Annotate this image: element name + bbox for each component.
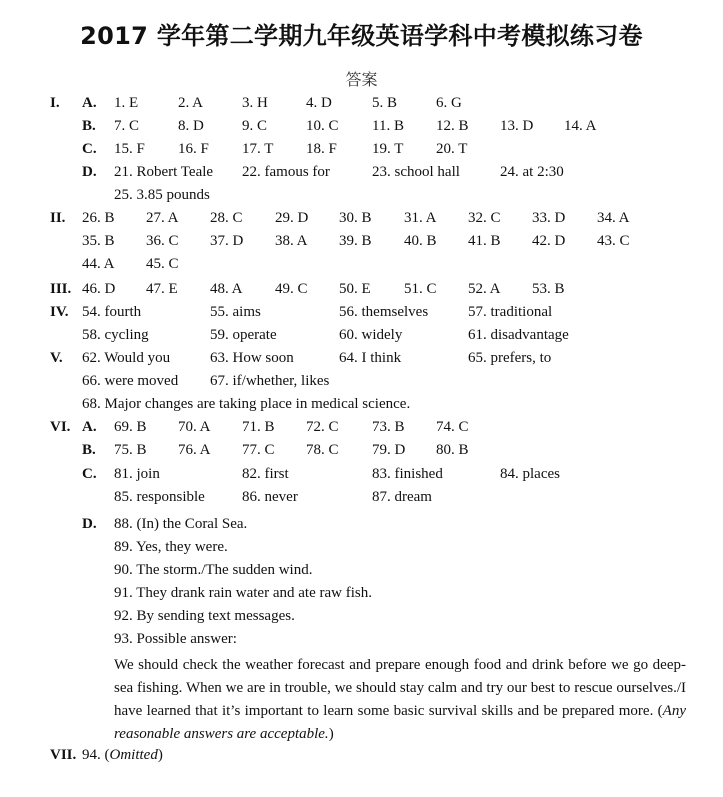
answer-item: 89. Yes, they were. bbox=[114, 539, 228, 555]
answer-item: 48. A bbox=[210, 281, 243, 297]
page-subtitle: 答案 bbox=[345, 70, 378, 89]
answer-item: 9. C bbox=[242, 118, 268, 134]
answer-item: 19. T bbox=[372, 141, 404, 157]
answer-item: 67. if/whether, likes bbox=[210, 373, 330, 389]
answer-item: 7. C bbox=[114, 118, 140, 134]
answer-item: 18. F bbox=[306, 141, 337, 157]
answer-item: 38. A bbox=[275, 233, 308, 249]
answer-item: 60. widely bbox=[339, 327, 403, 343]
answer-item: 83. finished bbox=[372, 466, 443, 482]
subsection-label-I-C: C. bbox=[82, 141, 97, 157]
answer-item: 79. D bbox=[372, 442, 406, 458]
answer-item: 76. A bbox=[178, 442, 211, 458]
subsection-label-I-B: B. bbox=[82, 118, 96, 134]
answer-item: 41. B bbox=[468, 233, 501, 249]
answer-item: 70. A bbox=[178, 419, 211, 435]
answer-item: 43. C bbox=[597, 233, 630, 249]
answer-item: 3. H bbox=[242, 95, 268, 111]
answer-item: 91. They drank rain water and ate raw fish. bbox=[114, 585, 372, 601]
answer-item: 37. D bbox=[210, 233, 244, 249]
answer-item: 1. E bbox=[114, 95, 139, 111]
answer-item: 45. C bbox=[146, 256, 179, 272]
answer-item: 15. F bbox=[114, 141, 145, 157]
answer-item: 33. D bbox=[532, 210, 566, 226]
answer-item: 5. B bbox=[372, 95, 398, 111]
answer-item: 82. first bbox=[242, 466, 289, 482]
answer-item-94 bbox=[82, 747, 163, 764]
answer-item: 14. A bbox=[564, 118, 597, 134]
answer-item: 4. D bbox=[306, 95, 332, 111]
answer-item: 24. at 2:30 bbox=[500, 164, 564, 180]
answer-item: 80. B bbox=[436, 442, 469, 458]
answer-item: 72. C bbox=[306, 419, 339, 435]
answer-item: 88. (In) the Coral Sea. bbox=[114, 516, 248, 532]
answer-item: 2. A bbox=[178, 95, 204, 111]
answer-item: 92. By sending text messages. bbox=[114, 608, 295, 624]
answer-item: 39. B bbox=[339, 233, 372, 249]
answer-item: 58. cycling bbox=[82, 327, 149, 343]
answer-item: 44. A bbox=[82, 256, 115, 272]
answer-item: 68. Major changes are taking place in medical science. bbox=[82, 396, 411, 412]
answer-item: 47. E bbox=[146, 281, 178, 297]
answer-item: 26. B bbox=[82, 210, 115, 226]
subsection-label-I-D: D. bbox=[82, 164, 97, 180]
answer-item: 8. D bbox=[178, 118, 204, 134]
subsection-label-VI-C: C. bbox=[82, 466, 97, 482]
answer-item: 84. places bbox=[500, 466, 560, 482]
answer-item: 90. The storm./The sudden wind. bbox=[114, 562, 313, 578]
answer-item: 30. B bbox=[339, 210, 372, 226]
answer-item: 51. C bbox=[404, 281, 437, 297]
sample-answer-close: ) bbox=[328, 726, 334, 742]
answer-item: 73. B bbox=[372, 419, 405, 435]
answer-item: 20. T bbox=[436, 141, 468, 157]
answer-item: 85. responsible bbox=[114, 489, 205, 505]
sample-answer-paragraph bbox=[114, 654, 686, 746]
answer-item: 34. A bbox=[597, 210, 630, 226]
answer-item: 13. D bbox=[500, 118, 534, 134]
answer-item: 74. C bbox=[436, 419, 469, 435]
answer-item: 23. school hall bbox=[372, 164, 460, 180]
answer-item: 53. B bbox=[532, 281, 565, 297]
answer-item: 35. B bbox=[82, 233, 115, 249]
section-label-IV: IV. bbox=[50, 304, 69, 320]
answer-item: 10. C bbox=[306, 118, 339, 134]
answer-item: 21. Robert Teale bbox=[114, 164, 214, 180]
answer-item: 12. B bbox=[436, 118, 469, 134]
answer-item: 59. operate bbox=[210, 327, 277, 343]
sample-answer-text: We should check the weather forecast and prepare enough food and drink before we go deep-sea fishing. When we are in trouble, we should stay calm and try our best to rescue ourselves./I have learned that it’s important to learn some basic survival skills and be prepared more. ( bbox=[114, 657, 686, 719]
answer-item: 42. D bbox=[532, 233, 566, 249]
answer-item: 87. dream bbox=[372, 489, 432, 505]
section-label-VII: VII. bbox=[50, 747, 77, 763]
answer-item: 65. prefers, to bbox=[468, 350, 552, 366]
answer-item: 71. B bbox=[242, 419, 275, 435]
answer-item: 55. aims bbox=[210, 304, 261, 320]
subsection-label-VI-B: B. bbox=[82, 442, 96, 458]
answer-item: 40. B bbox=[404, 233, 437, 249]
answer-item: 28. C bbox=[210, 210, 243, 226]
answer-94-omitted: Omitted bbox=[109, 747, 158, 763]
answer-item: 61. disadvantage bbox=[468, 327, 569, 343]
answer-item: 50. E bbox=[339, 281, 371, 297]
answer-item: 93. Possible answer: bbox=[114, 631, 237, 647]
answer-94-suffix: ) bbox=[157, 747, 163, 763]
answer-item: 77. C bbox=[242, 442, 275, 458]
answer-item: 57. traditional bbox=[468, 304, 553, 320]
section-label-II: II. bbox=[50, 210, 66, 226]
answer-item: 81. join bbox=[114, 466, 160, 482]
answer-item: 52. A bbox=[468, 281, 501, 297]
answer-item: 54. fourth bbox=[82, 304, 142, 320]
answer-item: 36. C bbox=[146, 233, 179, 249]
subsection-label-VI-A: A. bbox=[82, 419, 97, 435]
answer-item: 16. F bbox=[178, 141, 209, 157]
answer-item: 64. I think bbox=[339, 350, 402, 366]
answer-item: 86. never bbox=[242, 489, 298, 505]
subsection-label-VI-D: D. bbox=[82, 516, 97, 532]
section-label-VI: VI. bbox=[50, 419, 71, 435]
answer-item: 29. D bbox=[275, 210, 309, 226]
answer-item: 46. D bbox=[82, 281, 116, 297]
answer-item: 62. Would you bbox=[82, 350, 171, 366]
answer-item: 63. How soon bbox=[210, 350, 294, 366]
page-title: 2017 学年第二学期九年级英语学科中考模拟练习卷 bbox=[80, 22, 643, 50]
answer-item: 56. themselves bbox=[339, 304, 429, 320]
answer-item: 78. C bbox=[306, 442, 339, 458]
answer-item: 69. B bbox=[114, 419, 147, 435]
section-label-I: I. bbox=[50, 95, 60, 111]
section-label-V: V. bbox=[50, 350, 63, 366]
answer-item: 6. G bbox=[436, 95, 462, 111]
section-label-III: III. bbox=[50, 281, 72, 297]
answer-item: 25. 3.85 pounds bbox=[114, 187, 210, 203]
sample-answer-note: Any reasonable answers are acceptable. bbox=[114, 703, 686, 742]
answer-94-prefix: 94. ( bbox=[82, 747, 110, 763]
answer-item: 31. A bbox=[404, 210, 437, 226]
answer-item: 49. C bbox=[275, 281, 308, 297]
answer-item: 17. T bbox=[242, 141, 274, 157]
answer-item: 27. A bbox=[146, 210, 179, 226]
answer-item: 32. C bbox=[468, 210, 501, 226]
answer-item: 66. were moved bbox=[82, 373, 179, 389]
answer-item: 11. B bbox=[372, 118, 404, 134]
answer-item: 22. famous for bbox=[242, 164, 330, 180]
subsection-label-I-A: A. bbox=[82, 95, 97, 111]
answer-item: 75. B bbox=[114, 442, 147, 458]
